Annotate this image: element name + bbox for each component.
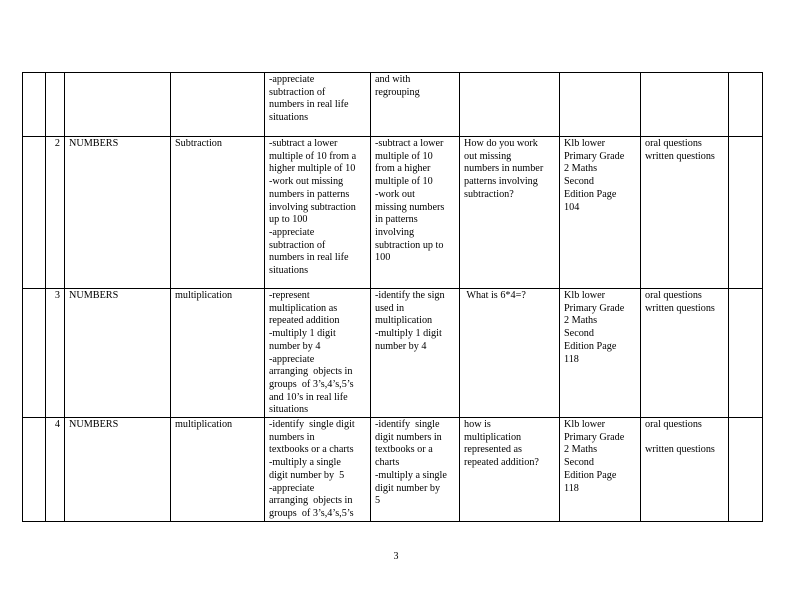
cell-line: used in	[375, 302, 405, 314]
cell-text: multiplication	[175, 290, 233, 301]
cell-line: patterns involving	[464, 176, 538, 188]
cell-line: subtraction of	[269, 239, 326, 251]
learning-experiences-cell	[371, 418, 460, 522]
table-row	[23, 73, 763, 137]
lesson-cell	[46, 137, 65, 289]
cell-line: groups of 3’s,4’s,5’s	[269, 378, 354, 390]
cell-line: involving subtraction	[269, 201, 356, 213]
cell-text: 4	[54, 419, 60, 431]
cell-line: -multiply a single	[375, 469, 447, 481]
key-inquiry-cell	[460, 73, 560, 137]
cell-line: how is	[464, 419, 491, 431]
cell-line: and 10’s in real life	[269, 391, 348, 403]
learning-outcomes-cell	[265, 137, 371, 289]
cell-line: situations	[269, 265, 309, 277]
cell-line: -work out	[375, 188, 415, 200]
cell-line: up to 100	[269, 214, 308, 226]
cell-line: subtraction up to	[375, 239, 444, 251]
strand-cell	[65, 418, 171, 522]
cell-line: multiple of 10 from a	[269, 150, 357, 162]
cell-line: textbooks or a	[375, 444, 433, 456]
week-cell	[23, 73, 46, 137]
learning-experiences-cell	[371, 137, 460, 289]
strand-cell	[65, 289, 171, 418]
cell-line: -work out missing	[269, 176, 344, 188]
cell-line: written questions	[645, 150, 715, 162]
cell-line: Klb lower	[564, 290, 606, 301]
cell-line: digit number by 5	[269, 469, 345, 481]
cell-line: -multiply 1 digit	[269, 328, 336, 340]
cell-line: -appreciate	[269, 353, 315, 365]
table-row	[23, 418, 763, 522]
sub-strand-cell	[171, 289, 265, 418]
scheme-of-work-table	[22, 72, 763, 522]
cell-line: Edition Page	[564, 188, 617, 200]
cell-line: Primary Grade	[564, 431, 625, 443]
cell-line: digit number by	[375, 482, 441, 494]
sub-strand-cell	[171, 73, 265, 137]
cell-line: How do you work	[464, 138, 538, 149]
assessment-cell	[641, 289, 729, 418]
cell-line: groups of 3’s,4’s,5’s	[269, 507, 354, 519]
table-row	[23, 137, 763, 289]
learning-resources-cell	[560, 137, 641, 289]
cell-line: repeated addition	[269, 315, 340, 327]
cell-line: 118	[564, 482, 579, 494]
cell-line: situations	[269, 112, 309, 124]
cell-line: arranging objects in	[269, 495, 353, 507]
cell-line: What is 6*4=?	[464, 290, 526, 301]
cell-line: Primary Grade	[564, 302, 625, 314]
cell-line: Second	[564, 176, 594, 188]
cell-text: NUMBERS	[69, 419, 119, 431]
assessment-cell	[641, 137, 729, 289]
reflection-cell	[729, 137, 763, 289]
cell-line: numbers in	[269, 431, 315, 443]
learning-resources-cell	[560, 73, 641, 137]
reflection-cell	[729, 73, 763, 137]
cell-line: 2 Maths	[564, 163, 598, 175]
learning-experiences-cell	[371, 289, 460, 418]
cell-line: involving	[375, 226, 415, 238]
cell-line: multiplication	[464, 431, 522, 443]
strand-cell	[65, 73, 171, 137]
cell-line: arranging objects in	[269, 366, 353, 378]
cell-line: written questions	[645, 444, 715, 456]
cell-line: numbers in real life	[269, 99, 349, 111]
cell-line: out missing	[464, 150, 512, 162]
cell-line: 2 Maths	[564, 315, 598, 327]
cell-line: -appreciate	[269, 226, 315, 238]
strand-cell	[65, 137, 171, 289]
cell-line: from a higher	[375, 163, 431, 175]
cell-line: 5	[375, 495, 381, 507]
cell-line: Edition Page	[564, 340, 617, 352]
cell-line: Primary Grade	[564, 150, 625, 162]
cell-line: Second	[564, 328, 594, 340]
learning-outcomes-cell	[265, 73, 371, 137]
cell-line: situations	[269, 404, 309, 416]
learning-experiences-cell	[371, 73, 460, 137]
cell-line: -subtract a lower	[269, 138, 338, 149]
cell-line: 118	[564, 353, 579, 365]
sub-strand-cell	[171, 418, 265, 522]
cell-line: -multiply 1 digit	[375, 328, 442, 340]
cell-line: -represent	[269, 290, 310, 301]
reflection-cell	[729, 289, 763, 418]
cell-line: charts	[375, 457, 400, 469]
page-number: 3	[393, 551, 399, 562]
cell-line: Klb lower	[564, 138, 606, 149]
cell-line: 104	[564, 201, 580, 213]
cell-text: Subtraction	[175, 138, 222, 149]
key-inquiry-cell	[460, 418, 560, 522]
week-cell	[23, 137, 46, 289]
cell-line: 100	[375, 252, 391, 264]
cell-line: multiple of 10	[375, 176, 433, 188]
assessment-cell	[641, 418, 729, 522]
assessment-cell	[641, 73, 729, 137]
cell-line: and with	[375, 74, 411, 85]
cell-text: multiplication	[175, 419, 233, 431]
cell-line: number by 4	[269, 340, 321, 352]
cell-text: NUMBERS	[69, 138, 119, 149]
cell-line: multiplication as	[269, 302, 338, 314]
cell-line: -subtract a lower	[375, 138, 444, 149]
cell-line: numbers in real life	[269, 252, 349, 264]
cell-text: 3	[54, 290, 60, 301]
learning-resources-cell	[560, 418, 641, 522]
week-cell	[23, 289, 46, 418]
cell-line: multiple of 10	[375, 150, 433, 162]
cell-line: oral questions	[645, 290, 702, 301]
cell-text: NUMBERS	[69, 290, 119, 301]
key-inquiry-cell	[460, 137, 560, 289]
learning-outcomes-cell	[265, 418, 371, 522]
cell-line: regrouping	[375, 86, 420, 98]
key-inquiry-cell	[460, 289, 560, 418]
cell-line: Klb lower	[564, 419, 606, 431]
cell-line: number by 4	[375, 340, 427, 352]
reflection-cell	[729, 418, 763, 522]
lesson-cell	[46, 73, 65, 137]
cell-line: higher multiple of 10	[269, 163, 356, 175]
cell-line: numbers in number	[464, 163, 544, 175]
cell-line: missing numbers	[375, 201, 445, 213]
cell-line: oral questions	[645, 419, 702, 431]
blank-line	[645, 432, 724, 445]
cell-line: textbooks or a charts	[269, 444, 354, 456]
cell-line: subtraction?	[464, 188, 514, 200]
lesson-cell	[46, 418, 65, 522]
learning-resources-cell	[560, 289, 641, 418]
table-row	[23, 289, 763, 418]
cell-line: multiplication	[375, 315, 433, 327]
week-cell	[23, 418, 46, 522]
cell-line: 2 Maths	[564, 444, 598, 456]
cell-line: -appreciate	[269, 74, 315, 85]
lesson-cell	[46, 289, 65, 418]
cell-line: digit numbers in	[375, 431, 442, 443]
cell-line: Second	[564, 457, 594, 469]
cell-line: numbers in patterns	[269, 188, 350, 200]
cell-line: in patterns	[375, 214, 418, 226]
cell-line: -identify single digit	[269, 419, 355, 431]
cell-line: oral questions	[645, 138, 702, 149]
cell-line: Edition Page	[564, 469, 617, 481]
sub-strand-cell	[171, 137, 265, 289]
learning-outcomes-cell	[265, 289, 371, 418]
cell-text: 2	[54, 138, 60, 149]
cell-line: -identify the sign	[375, 290, 445, 301]
cell-line: -multiply a single	[269, 457, 341, 469]
cell-line: subtraction of	[269, 86, 326, 98]
cell-line: -appreciate	[269, 482, 315, 494]
cell-line: -identify single	[375, 419, 440, 431]
cell-line: written questions	[645, 302, 715, 314]
cell-line: repeated addition?	[464, 457, 539, 469]
cell-line: represented as	[464, 444, 522, 456]
